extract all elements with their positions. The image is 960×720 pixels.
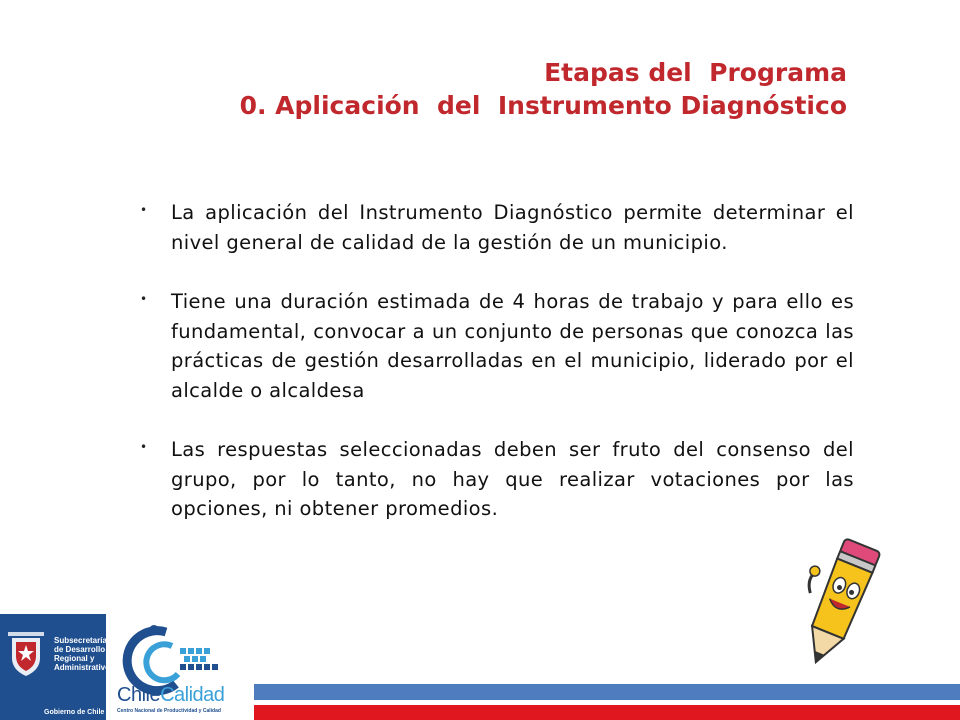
chilecalidad-wordmark (117, 684, 224, 707)
wordmark-calidad: Calidad (160, 684, 225, 706)
gov-line: Regional y (54, 654, 95, 663)
gov-bottom-label: Gobierno de Chile (44, 709, 105, 716)
chilecalidad-subtitle: Centro Nacional de Productividad y Calidad (117, 708, 221, 714)
bullet-item (140, 435, 854, 524)
bullet-list (140, 198, 854, 554)
title-line-2: 0. Aplicación del Instrumento Diagnóstico (239, 91, 847, 120)
gov-logo-block (0, 614, 111, 720)
gov-line: Subsecretaría (54, 636, 107, 645)
footer-bar-red (254, 705, 960, 720)
wordmark-chile: Chile (117, 684, 161, 706)
coat-of-arms-icon (4, 628, 48, 684)
gov-line: de Desarrollo (54, 645, 106, 654)
gov-line: Administrativo (54, 663, 111, 672)
slide-title (240, 56, 847, 122)
bullet-item (140, 287, 854, 405)
title-line-1: Etapas del Programa (544, 58, 847, 87)
bullet-dot-icon: • (140, 203, 148, 217)
bullet-text: Tiene una duración estimada de 4 horas de trabajo y para ello es fundamental, convocar a un conjunto de personas que conozca las prácticas de gestión desarrolladas en el municipio, liderado por el alcalde o alcaldesa (171, 290, 854, 402)
footer-bar-blue (254, 684, 960, 700)
bullet-item (140, 198, 854, 257)
bullet-text: La aplicación del Instrumento Diagnóstico permite determinar el nivel general de calidad de la gestión de un municipio. (171, 201, 854, 254)
bullet-dot-icon: • (140, 440, 148, 454)
bullet-dot-icon: • (140, 292, 148, 306)
bullet-text: Las respuestas seleccionadas deben ser fruto del consenso del grupo, por lo tanto, no hay que realizar votaciones por las opciones, ni obtener promedios. (171, 438, 854, 520)
pencil-mascot-icon (790, 535, 890, 675)
gov-agency-name (54, 636, 111, 672)
